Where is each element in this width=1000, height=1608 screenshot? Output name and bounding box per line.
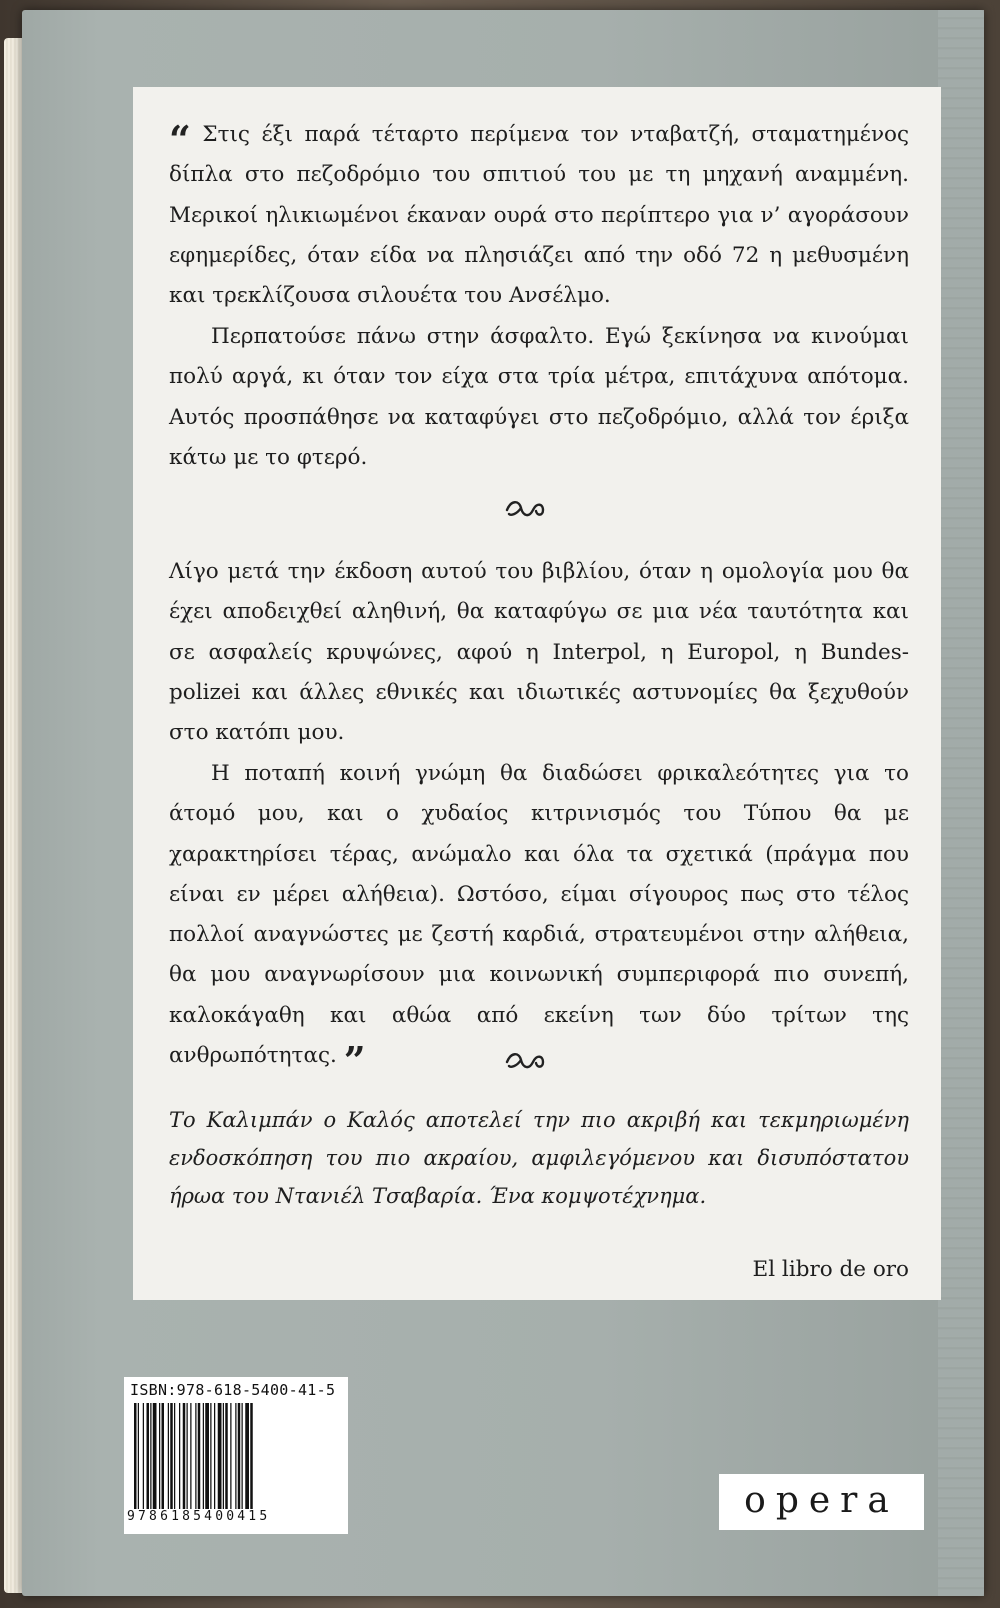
barcode-bar [195, 1403, 196, 1509]
barcode-digits: 9786185400415 [127, 1509, 271, 1524]
barcode-bar [205, 1403, 209, 1509]
review-source: El libro de oro [752, 1257, 909, 1282]
isbn-label: ISBN:978-618-5400-41-5 [130, 1381, 336, 1399]
barcode-bar [183, 1403, 186, 1509]
excerpt-paragraph-3: Λίγο μετά την έκδοση αυτού του βιβλίου, όταν η ομολογία μου θα έχει αποδειχθεί αληθινή, θα καταφύγω σε μια νέα ταυτότητα και σε ασφαλείς κρυψώνες, αφού η Interpol, η Europol, η Bundes-polizei και άλλες εθνικές και ιδιωτικές αστυνομίες θα ξεχυθούν στο κατόπι μου. [169, 559, 909, 746]
ornament-flourish-icon [503, 495, 547, 530]
book-back-cover [22, 10, 984, 1596]
barcode-bar [174, 1403, 175, 1509]
excerpt-paragraph-2: Περπατούσε πάνω στην άσφαλτο. Εγώ ξεκίνησα να κινούμαι πολύ αργά, κι όταν τον είχα στα τρία μέτρα, επιτάχυνα απότομα. Αυτός προσπάθησε να καταφύγει στο πεζοδρόμιο, αλλά τον έριξα κάτω με το φτερό. [169, 324, 909, 470]
barcode-bar [230, 1403, 231, 1509]
barcode-bar [198, 1403, 201, 1509]
publisher-logo [719, 1474, 924, 1530]
barcode-bar [187, 1403, 188, 1509]
barcode-bar [235, 1403, 236, 1509]
blurb-panel [133, 87, 941, 1300]
barcode-bar [210, 1403, 211, 1509]
barcode-bar [134, 1403, 137, 1509]
barcode-bar [218, 1403, 222, 1509]
barcode-bar [143, 1403, 144, 1509]
isbn-barcode [124, 1377, 348, 1534]
barcode-bar [147, 1403, 150, 1509]
barcode-bar [190, 1403, 191, 1509]
barcode-bar [242, 1403, 243, 1509]
barcode-bar [179, 1403, 180, 1509]
barcode-bar [214, 1403, 215, 1509]
barcode-bars [134, 1403, 340, 1509]
barcode-bar [238, 1403, 241, 1509]
barcode-bar [162, 1403, 165, 1509]
cover-fold-edge [938, 10, 984, 1596]
excerpt-paragraph-4 [169, 754, 909, 1084]
open-quote-icon: “ [169, 117, 191, 162]
barcode-bar [150, 1403, 151, 1509]
publisher-name: opera [744, 1480, 899, 1521]
barcode-bar [250, 1403, 253, 1509]
barcode-bar [225, 1403, 228, 1509]
barcode-bar [203, 1403, 204, 1509]
close-quote-icon: ” [343, 1038, 366, 1084]
review-quote: Το Καλιμπάν ο Καλός αποτελεί την πιο ακριβή και τεκμηριωμένη ενδοσκόπηση του πιο ακραίου, αμφιλεγόμενου και δισυπόστατου ήρωα του Ντανιέλ Τσαβαρία. Ένα κομψοτέχνημα. [169, 1108, 909, 1208]
barcode-bar [159, 1403, 160, 1509]
excerpt-text-4: Η ποταπή κοινή γνώμη θα διαδώσει φρικαλεότητες για το άτομό μου, και ο χυδαίος κιτρινισμός του Τύπου θα με χαρακτηρίσει τέρας, ανώμαλο και όλα τα σχετικά (πράγμα που είναι εν μέρει αλήθεια). Ωστόσο, είμαι σίγουρος πως στο τέλος πολλοί αναγνώστες με ζεστή καρδιά, στρατευμένοι στην αλήθεια, θα μου αναγνωρίσουν μια κοινωνική συμπεριφορά πιο συνεπή, καλοκάγαθη και αθώα από εκείνη των δύο τρίτων της ανθρωπότητας. [169, 761, 909, 1069]
barcode-bar [168, 1403, 169, 1509]
barcode-bar [223, 1403, 224, 1509]
excerpt-text-1: Στις έξι παρά τέταρτο περίμενα τον νταβατζή, σταματημένος δίπλα στο πεζοδρόμιο του σπιτιού του με τη μηχανή αναμμένη. Μερικοί ηλικιωμένοι έκαναν ουρά στο περίπτερο για ν’ αγοράσουν εφημερίδες, όταν είδα να πλησιάζει από την οδό 72 η μεθυσμένη και τρεκλίζουσα σιλουέτα του Ανσέλμο. [169, 122, 909, 309]
ornament-flourish-icon [503, 1047, 547, 1082]
barcode-bar [245, 1403, 249, 1509]
barcode-bar [170, 1403, 173, 1509]
barcode-bar [138, 1403, 139, 1509]
excerpt-paragraph-1 [169, 115, 909, 316]
barcode-bar [153, 1403, 157, 1509]
